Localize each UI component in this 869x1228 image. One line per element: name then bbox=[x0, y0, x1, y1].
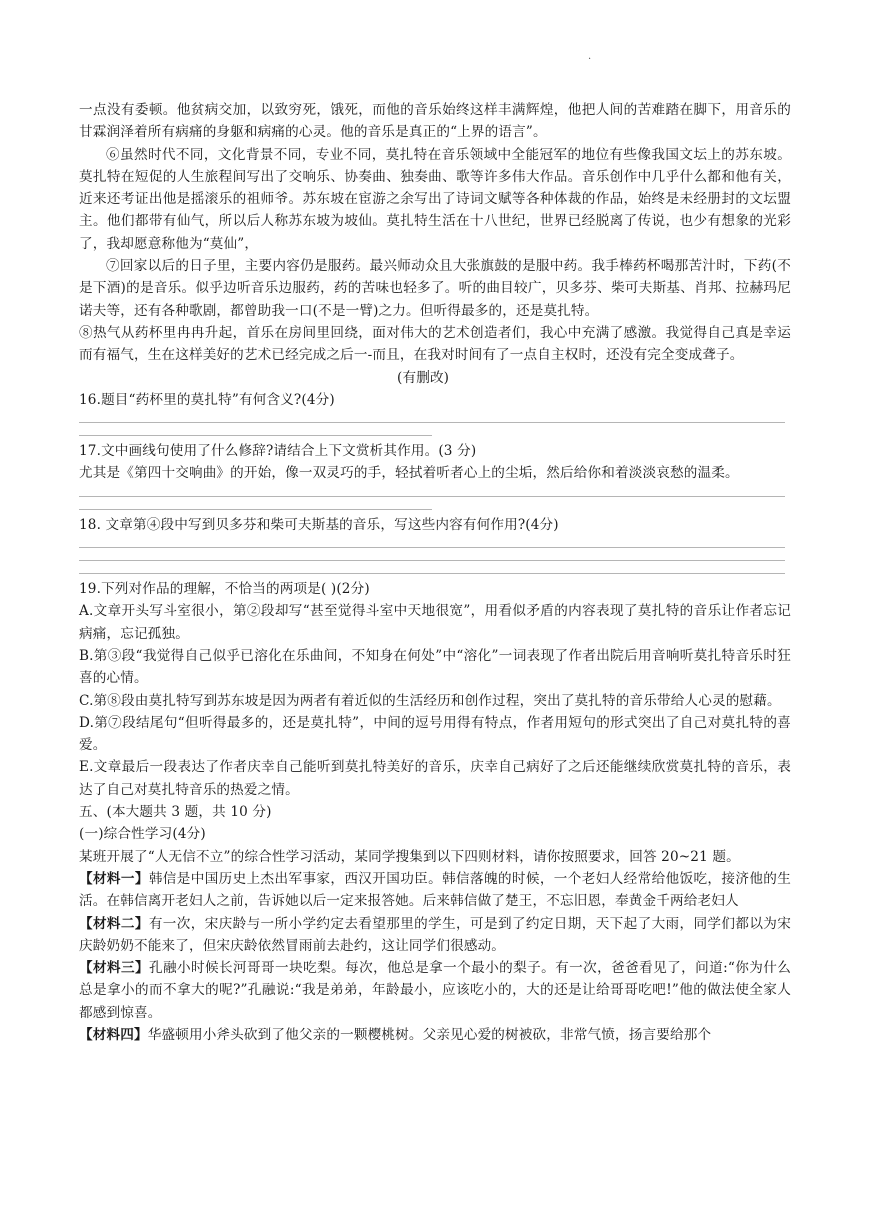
question-18: 18. 文章第④段中写到贝多芬和柴可夫斯基的音乐，写这些内容有何作用?(4分) bbox=[79, 516, 559, 533]
material-4 bbox=[79, 1024, 791, 1046]
paragraph-continued: 一点没有委顿。他贫病交加，以致穷死，饿死，而他的音乐始终这样丰满辉煌，他把人间的苦难踏在脚下，用音乐的甘霖润泽着所有病痛的身躯和病痛的心灵。他的音乐是真正的“上界的语言”。 bbox=[79, 102, 791, 141]
question-19-option-d: D.第⑦段结尾句“但听得最多的，还是莫扎特”，中间的逗号用得有特点，作者用短句的形式突出了自己对莫扎特的喜爱。 bbox=[79, 714, 791, 754]
material-4-text: 华盛顿用小斧头砍到了他父亲的一颗樱桃树。父亲见心爱的树被砍，非常气愤，扬言要给那个 bbox=[147, 1026, 712, 1043]
material-3-tag: 【材料三】 bbox=[79, 960, 150, 977]
header-mark: . bbox=[588, 51, 592, 62]
section-5-heading: 五、(本大题共 3 题，共 10 分) bbox=[79, 804, 272, 821]
question-19: 19.下列对作品的理解，不恰当的两项是( )(2分) bbox=[79, 581, 370, 598]
material-2-tag: 【材料二】 bbox=[79, 915, 149, 932]
page-content bbox=[79, 99, 791, 1046]
material-4-tag: 【材料四】 bbox=[79, 1026, 148, 1043]
material-1-text: 韩信是中国历史上杰出军事家，西汉开国功臣。韩信落魄的时候，一个老妇人经常给他饭吃，接济他的生活。在韩信离开老妇人之前，告诉她以后一定来报答她。后来韩信做了楚王，不忘旧恩，奉黄金千两给老妇人 bbox=[79, 870, 791, 910]
material-1-tag: 【材料一】 bbox=[79, 870, 149, 887]
material-3-text: 孔融小时候长河哥哥一块吃梨。每次，他总是拿一个最小的梨子。有一次，爸爸看见了，问道:“你为什么总是拿小的而不拿大的呢?”孔融说:“我是弟弟，年龄最小，应该吃小的，大的还是让给哥哥吃吧!”他的做法使全家人都感到惊喜。 bbox=[79, 960, 792, 1021]
paragraph-8: ⑧热气从药杯里冉冉升起，首乐在房间里回绕，面对伟大的艺术创造者们，我心中充满了感激。我觉得自己真是幸运而有福气，生在这样美好的艺术已经完成之后一-而且，在我对时间有了一点自主权时，还没有完全变成聋子。 bbox=[79, 324, 791, 364]
question-17: 17.文中画线句使用了什么修辞?请结合上下文赏析其作用。(3 分) bbox=[79, 443, 477, 460]
material-1 bbox=[79, 868, 791, 913]
question-19-option-e: E.文章最后一段表达了作者庆幸自己能听到莫扎特美好的音乐，庆幸自己病好了之后还能继续欣赏莫扎特的音乐，表达了自己对莫扎特音乐的热爱之情。 bbox=[79, 759, 791, 798]
paragraph-7: ⑦回家以后的日子里，主要内容仍是服药。最兴师动众且大张旗鼓的是服中药。我手棒药杯喝那苦汁时，下药(不是下酒)的是音乐。似乎边听音乐边服药，药的苦味也轻多了。听的曲目较广，贝多芬、柴可夫斯基、肖邦、拉赫玛尼诺夫等，还有各种歌剧，都曾助我一口(不是一臂)之力。但听得最多的，还是莫扎特。 bbox=[79, 258, 791, 319]
material-2-text: 有一次，宋庆龄与一所小学约定去看望那里的学生，可是到了约定日期，天下起了大雨，同学们都以为宋庆龄奶奶不能来了，但宋庆龄依然冒雨前去赴约，这让同学们很感动。 bbox=[79, 915, 791, 954]
source-note: (有删改) bbox=[397, 369, 450, 386]
section-5-intro: 某班开展了“人无信不立”的综合性学习活动，某同学搜集到以下四则材料，请你按照要求，回答 20~21 题。 bbox=[79, 848, 740, 865]
material-3 bbox=[79, 957, 791, 1024]
question-19-option-b: B.第③段“我觉得自己似乎已溶化在乐曲间，不知身在何处”中“溶化”一词表现了作者出院后用音响听莫扎特音乐时狂喜的心情。 bbox=[79, 647, 791, 687]
paragraph-6: ⑥虽然时代不同，文化背景不同，专业不同，莫扎特在音乐领域中全能冠军的地位有些像我国文坛上的苏东坡。莫扎特在短促的人生旅程间写出了交响乐、协奏曲、独奏曲、歌等许多伟大作品。音乐创作中几乎什么都和他有关，近来还考证出他是摇滚乐的祖师爷。苏东坡在宦游之余写出了诗词文赋等各种体裁的作品，始终是未经册封的文坛盟主。他们都带有仙气，所以后人称苏东坡为坡仙。莫扎特生活在十八世纪，世界已经脱离了传说，也少有想象的光彩了，我却愿意称他为“莫仙”， bbox=[79, 146, 791, 252]
section-5-subheading: (一)综合性学习(4分) bbox=[79, 826, 206, 843]
question-19-option-a: A.文章开头写斗室很小，第②段却写“甚至觉得斗室中天地很宽”，用看似矛盾的内容表现了莫扎特的音乐让作者忘记病痛，忘记孤独。 bbox=[79, 603, 791, 642]
question-19-option-c: C.第⑧段由莫扎特写到苏东坡是因为两者有着近似的生活经历和创作过程，突出了莫扎特的音乐带给人心灵的慰藉。 bbox=[79, 692, 781, 709]
question-16: 16.题目“药杯里的莫扎特”有何含义?(4分) bbox=[79, 391, 335, 408]
question-17-quote: 尤其是《第四十交响曲》的开始，像一双灵巧的手，轻拭着听者心上的尘垢，然后给你和着淡淡哀愁的温柔。 bbox=[79, 465, 739, 482]
material-2 bbox=[79, 913, 791, 958]
